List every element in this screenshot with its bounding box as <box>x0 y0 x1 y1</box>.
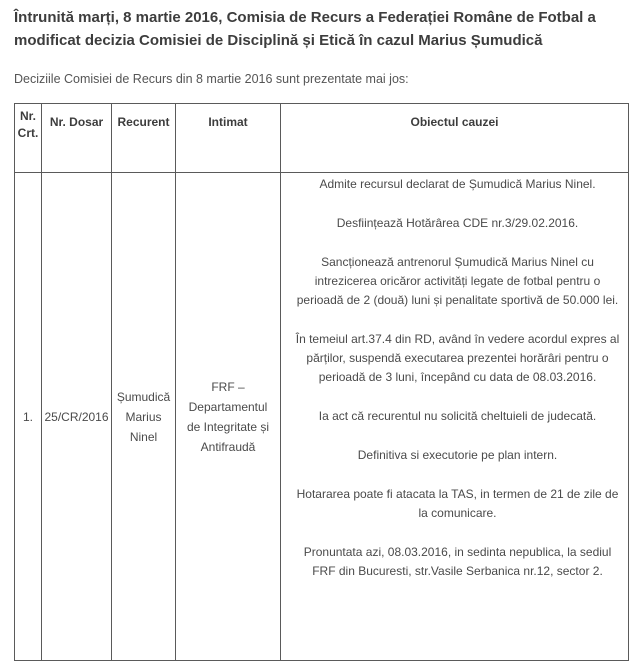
header-nr-crt <box>15 104 42 173</box>
cell-dosar: 25/CR/2016 <box>42 173 112 661</box>
cell-nr: 1. <box>15 173 42 661</box>
decisions-table <box>14 103 629 661</box>
obiect-paragraph-admite: Admite recursul declarat de Șumudică Marius Ninel. <box>319 177 596 191</box>
obiect-paragraph-definitiva: Definitiva si executorie pe plan intern. <box>357 448 558 462</box>
header-nr-dosar: Nr. Dosar <box>42 104 112 173</box>
cell-recurent <box>112 173 176 661</box>
obiect-paragraph-sanctioneaza: Sancționează antrenorul Șumudică Marius Ninel cu intrezicerea oricăror activități legate de fotbal pentru o perioadă de 2 (două) luni și penalitate sportivă de 50.000 lei. <box>296 255 619 307</box>
header-recurent: Recurent <box>112 104 176 173</box>
intimat-line2: Departamentul <box>188 399 268 414</box>
intimat-line3: de Integritate și <box>186 419 270 434</box>
header-intimat: Intimat <box>176 104 281 173</box>
obiect-paragraph-suspenda: În temeiul art.37.4 din RD, având în vedere acordul expres al părților, suspendă executarea prezentei horărâri pentru o perioadă de 3 luni, începând cu data de 08.03.2016. <box>295 332 620 384</box>
header-obiectul-cauzei: Obiectul cauzei <box>281 104 629 173</box>
header-nr-line2: Crt. <box>17 126 39 140</box>
cell-intimat <box>176 173 281 661</box>
recurent-line3: Ninel <box>129 429 158 444</box>
article <box>14 6 628 578</box>
intimat-line1: FRF – <box>211 379 245 394</box>
obiect-paragraph-desfiinteaza: Desființează Hotărârea CDE nr.3/29.02.2016. <box>336 216 579 230</box>
recurent-line2: Marius <box>125 409 162 424</box>
obiect-paragraph-tas: Hotararea poate fi atacata la TAS, in termen de 21 de zile de la comunicare. <box>296 487 619 520</box>
article-headline: Întrunită marți, 8 martie 2016, Comisia de Recurs a Federației Române de Fotbal a modificat decizia Comisiei de Disciplină și Etică în cazul Marius Șumudică <box>14 9 596 49</box>
obiect-paragraph-pronuntata: Pronuntata azi, 08.03.2016, in sedinta nepublica, la sediul FRF din Bucuresti, str.Vasile Serbanica nr.12, sector 2. <box>303 545 612 578</box>
header-nr-line1: Nr. <box>19 109 36 123</box>
obiect-paragraph-cheltuieli: Ia act că recurentul nu solicită cheltuieli de judecată. <box>318 409 597 423</box>
intimat-line4: Antifraudă <box>200 439 256 454</box>
article-intro: Deciziile Comisiei de Recurs din 8 martie 2016 sunt prezentate mai jos: <box>14 72 409 86</box>
table-header-row <box>15 104 629 173</box>
table-row <box>15 173 629 661</box>
recurent-line1: Șumudică <box>116 389 171 404</box>
cell-obiectul-cauzei <box>281 173 629 661</box>
